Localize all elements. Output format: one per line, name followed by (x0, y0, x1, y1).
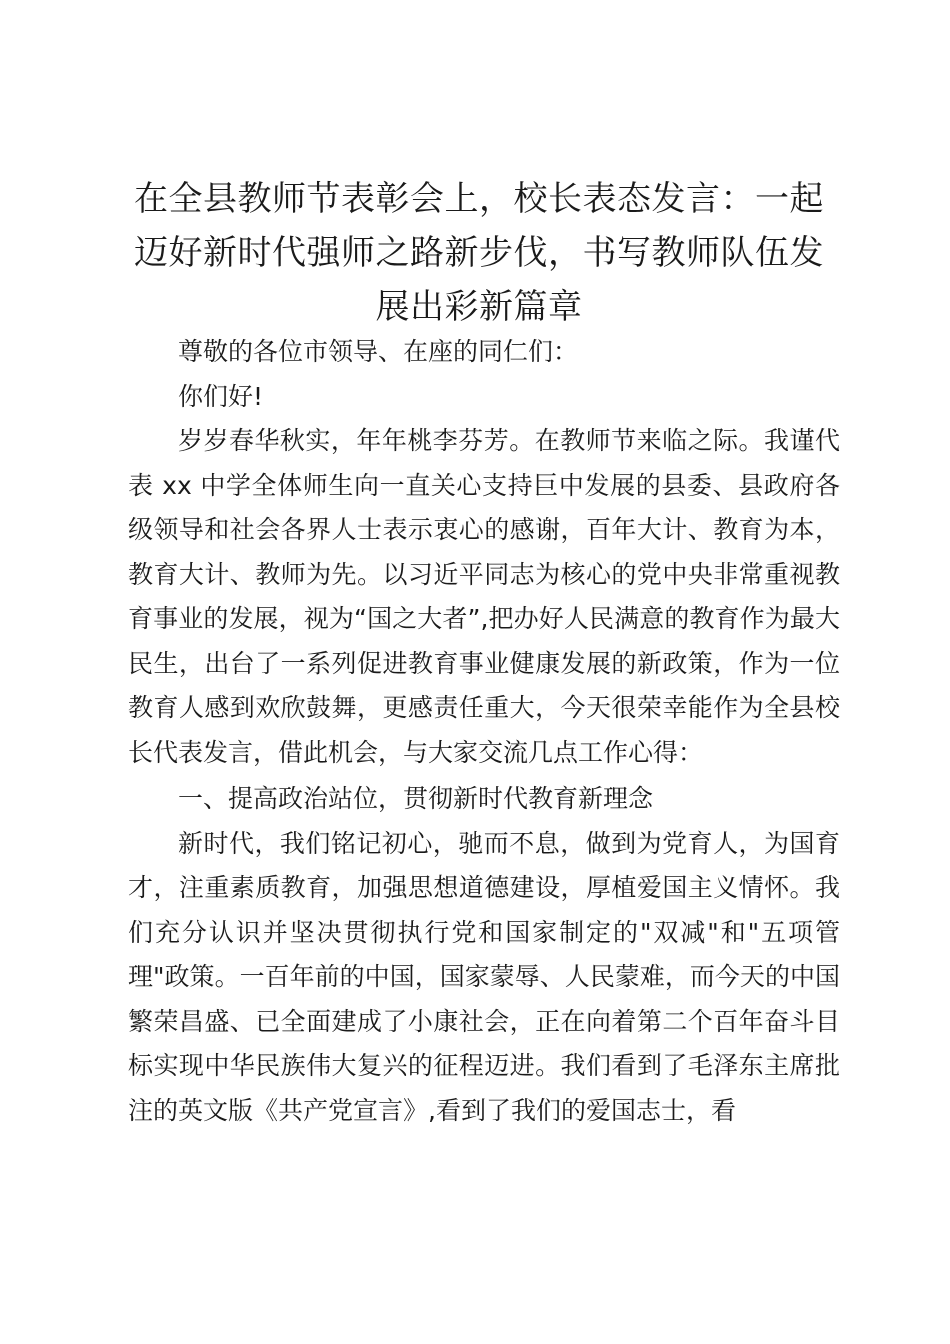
greeting: 你们好! (178, 381, 264, 411)
section-heading: 一、提高政治站位，贯彻新时代教育新理念 (178, 784, 654, 813)
paragraph: 新时代，我们铭记初心，驰而不息，做到为党育人，为国育才，注重素质教育，加强思想道德建设，厚植爱国主义情怀。我们充分认识并坚决贯彻执行党和国家制定的"双减"和"五项管理"政策。一百年前的中国，国家蒙辱、人民蒙难，而今天的中国繁荣昌盛、已全面建成了小康社会，正在向着第二个百年奋斗目标实现中华民族伟大复兴的征程迈进。我们看到了毛泽东主席批注的英文版《共产党宣言》,看到了我们的爱国志士，看 (128, 828, 840, 1125)
paragraph: 岁岁春华秋实，年年桃李芬芳。在教师节来临之际。我谨代表 xx 中学全体师生向一直关心支持巨中发展的县委、县政府各级领导和社会各界人士表示衷心的感谢，百年大计、教育为本，教育大计、教师为先。以习近平同志为核心的党中央非常重视教育事业的发展，视为“国之大者”,把办好人民满意的教育作为最大民生，出台了一系列促进教育事业健康发展的新政策，作为一位教育人感到欢欣鼓舞，更感责任重大，今天很荣幸能作为全县校长代表发言，借此机会，与大家交流几点工作心得： (128, 426, 840, 767)
document-body (128, 330, 840, 1133)
document-title: 在全县教师节表彰会上，校长表态发言：一起迈好新时代强师之路新步伐，书写教师队伍发展出彩新篇章 (134, 179, 824, 327)
salutation: 尊敬的各位市领导、在座的同仁们： (178, 337, 579, 366)
